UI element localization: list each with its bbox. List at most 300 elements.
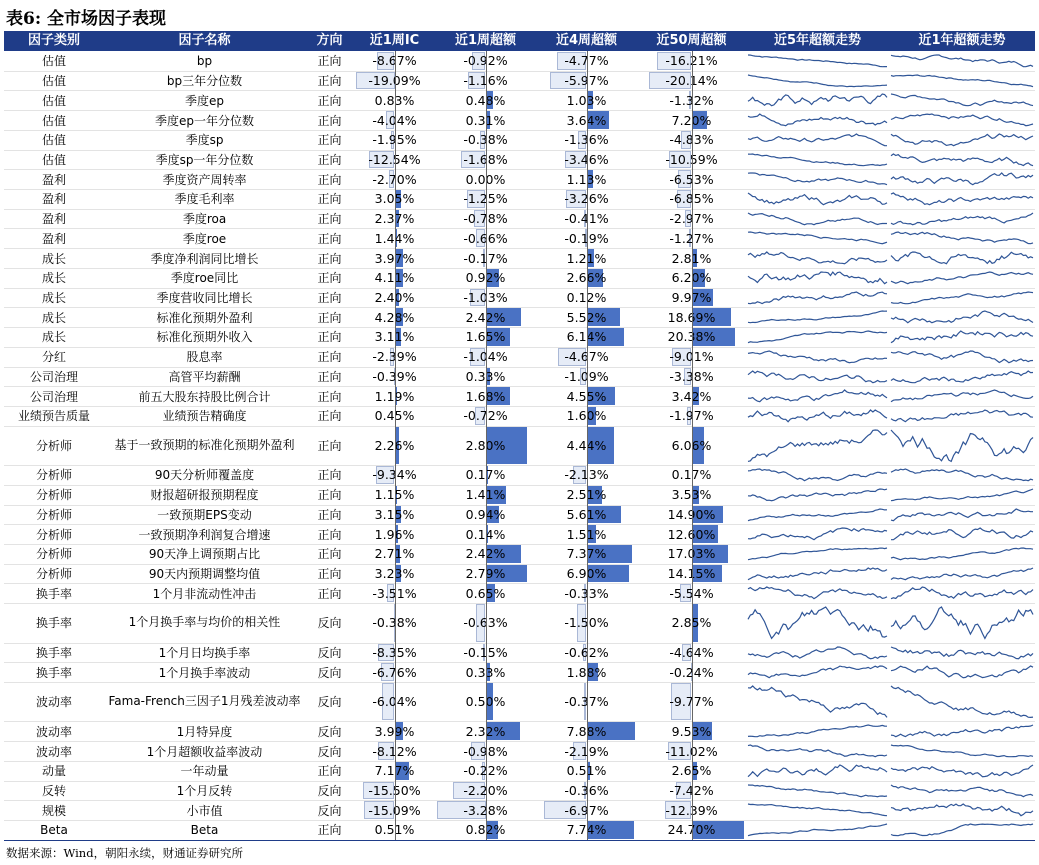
- bar-axis: [692, 51, 693, 71]
- value-w50: 2.81%: [671, 250, 712, 266]
- sparkline-path: [748, 154, 887, 166]
- factor-direction: 正向: [317, 488, 342, 503]
- bar-axis: [395, 367, 396, 387]
- factor-direction: 正向: [317, 567, 342, 582]
- bar-axis: [587, 564, 588, 584]
- factor-name: 季度sp: [185, 133, 224, 148]
- bar-axis: [692, 228, 693, 248]
- bar-axis: [692, 505, 693, 525]
- value-w50: 24.70%: [667, 822, 716, 838]
- sparkline-path: [891, 331, 1033, 343]
- sparkline-path: [748, 213, 887, 225]
- bar-axis: [395, 110, 396, 130]
- factor-category: 公司治理: [29, 389, 78, 404]
- value-w1: 0.82%: [465, 822, 506, 838]
- factor-name: 季度毛利率: [174, 192, 235, 207]
- sparkline-chart: [746, 742, 889, 760]
- bar-axis: [486, 465, 487, 485]
- bar-axis: [486, 406, 487, 426]
- bar-axis: [395, 169, 396, 189]
- bar-axis: [486, 426, 487, 465]
- bar-axis: [587, 386, 588, 406]
- sparkline-chart: [746, 407, 889, 425]
- sparkline-chart: [746, 584, 889, 602]
- sparkline-path: [891, 804, 1033, 816]
- sparkline-path: [891, 94, 1033, 106]
- value-ic: -15.50%: [368, 782, 421, 798]
- bar-axis: [692, 741, 693, 761]
- factor-name: 基于一致预期的标准化预期外盈利: [114, 437, 295, 452]
- value-ic: 1.96%: [374, 526, 415, 542]
- sparkline-path: [748, 55, 887, 67]
- bar-axis: [692, 327, 693, 347]
- header-factor-name: 因子名称: [104, 31, 305, 51]
- bar-axis: [587, 71, 588, 91]
- factor-direction: 正向: [317, 764, 342, 779]
- sparkline-chart: [889, 722, 1035, 740]
- factor-direction: 正向: [317, 192, 342, 207]
- value-w4: -0.37%: [564, 694, 609, 710]
- header-direction: 方向: [305, 31, 354, 51]
- bar-axis: [486, 662, 487, 682]
- bar-axis: [486, 51, 487, 71]
- value-ic: -8.12%: [372, 743, 417, 759]
- sparkline-chart: [746, 821, 889, 839]
- value-w4: -1.09%: [564, 368, 609, 384]
- factor-direction: 正向: [317, 586, 342, 601]
- sparkline-path: [891, 725, 1033, 737]
- value-ic: -9.34%: [372, 467, 417, 483]
- bar-axis: [587, 248, 588, 268]
- factor-direction: 正向: [317, 251, 342, 266]
- bar-axis: [486, 524, 487, 544]
- value-w4: -4.67%: [564, 349, 609, 365]
- header-excess-50w: 近50周超额: [637, 31, 746, 51]
- bar-axis: [587, 505, 588, 525]
- sparkline-chart: [746, 170, 889, 188]
- factor-name: 90天分析师覆盖度: [154, 468, 255, 483]
- table-title: 表6: 全市场因子表现: [6, 9, 167, 29]
- sparkline-path: [891, 252, 1033, 264]
- value-w1: 0.92%: [465, 270, 506, 286]
- value-w50: 14.15%: [667, 566, 716, 582]
- value-w50: -0.24%: [669, 664, 714, 680]
- bar-axis: [587, 800, 588, 820]
- sparkline-path: [748, 134, 887, 146]
- sparkline-path: [891, 410, 1033, 422]
- sparkline-chart: [889, 229, 1035, 247]
- sparkline-path: [748, 410, 887, 422]
- sparkline-path: [891, 292, 1033, 304]
- value-w50: 0.17%: [671, 467, 712, 483]
- bar-axis: [395, 130, 396, 150]
- value-ic: -4.04%: [372, 112, 417, 128]
- sparkline-chart: [889, 368, 1035, 386]
- value-w1: -0.78%: [463, 211, 508, 227]
- factor-category: 分析师: [35, 547, 72, 562]
- value-w1: 2.32%: [465, 723, 506, 739]
- bar-axis: [692, 189, 693, 209]
- value-w1: -0.98%: [463, 743, 508, 759]
- sparkline-chart: [746, 427, 889, 464]
- value-w4: 6.14%: [566, 329, 607, 345]
- bar-axis: [486, 781, 487, 801]
- sparkline-chart: [746, 801, 889, 819]
- factor-category: 盈利: [41, 192, 66, 207]
- sparkline-chart: [889, 210, 1035, 228]
- sparkline-chart: [746, 683, 889, 720]
- bar-axis: [395, 820, 396, 840]
- factor-direction: 正向: [317, 527, 342, 542]
- value-ic: 3.11%: [374, 329, 415, 345]
- value-ic: 4.11%: [374, 270, 415, 286]
- sparkline-path: [748, 272, 887, 284]
- value-w1: 1.65%: [465, 329, 506, 345]
- value-w1: 0.17%: [465, 467, 506, 483]
- value-w1: 0.50%: [465, 694, 506, 710]
- factor-name: bp: [196, 53, 213, 68]
- value-w50: -4.83%: [669, 132, 714, 148]
- sparkline-path: [891, 232, 1033, 244]
- value-w50: -4.64%: [669, 644, 714, 660]
- sparkline-chart: [889, 604, 1035, 641]
- value-w50: 14.90%: [667, 506, 716, 522]
- value-ic: 3.97%: [374, 250, 415, 266]
- bar-axis: [395, 248, 396, 268]
- factor-category: 波动率: [35, 724, 72, 739]
- factor-category: 估值: [41, 74, 66, 89]
- bar-axis: [395, 71, 396, 91]
- header-ic-1w: 近1周IC: [354, 31, 435, 51]
- factor-category: 成长: [41, 290, 66, 305]
- factor-category: 估值: [41, 152, 66, 167]
- bar-axis: [486, 288, 487, 308]
- value-w1: -1.04%: [463, 349, 508, 365]
- factor-direction: 正向: [317, 290, 342, 305]
- sparkline-path: [891, 430, 1033, 461]
- sparkline-chart: [889, 52, 1035, 70]
- value-ic: 7.17%: [374, 763, 415, 779]
- bar-axis: [587, 662, 588, 682]
- value-w1: -3.28%: [463, 802, 508, 818]
- value-w50: 9.97%: [671, 289, 712, 305]
- value-w1: -1.16%: [463, 73, 508, 89]
- factor-name: 季度ep: [184, 93, 224, 108]
- value-w1: 0.00%: [465, 171, 506, 187]
- sparkline-path: [891, 173, 1033, 185]
- bar-axis: [587, 544, 588, 564]
- bar-axis: [395, 662, 396, 682]
- bar-axis: [692, 781, 693, 801]
- sparkline-path: [891, 390, 1033, 402]
- factor-category: 波动率: [35, 744, 72, 759]
- bar-axis: [587, 169, 588, 189]
- value-w50: 20.38%: [667, 329, 716, 345]
- sparkline-chart: [889, 525, 1035, 543]
- bar-axis: [486, 820, 487, 840]
- value-ic: 2.26%: [374, 437, 415, 453]
- bar-axis: [587, 90, 588, 110]
- bar-axis: [587, 367, 588, 387]
- sparkline-path: [891, 568, 1033, 580]
- factor-name: 季度营收同比增长: [156, 290, 253, 305]
- factor-name: 1个月换手率与均价的相关性: [128, 615, 281, 630]
- bar-axis: [486, 189, 487, 209]
- bar-axis: [692, 150, 693, 170]
- bar-axis: [692, 820, 693, 840]
- factor-direction: 正向: [317, 823, 342, 838]
- sparkline-path: [748, 331, 887, 343]
- sparkline-chart: [746, 782, 889, 800]
- bar-axis: [486, 110, 487, 130]
- factor-name: 1个月超额收益率波动: [146, 744, 263, 759]
- value-w50: 2.85%: [671, 615, 712, 631]
- factor-direction: 正向: [317, 409, 342, 424]
- sparkline-path: [748, 765, 887, 777]
- value-ic: 1.44%: [374, 230, 415, 246]
- factor-direction: 正向: [317, 369, 342, 384]
- bar-axis: [692, 248, 693, 268]
- sparkline-path: [748, 804, 887, 816]
- value-ic: -12.54%: [368, 151, 421, 167]
- value-ic: 3.15%: [374, 506, 415, 522]
- bar-axis: [395, 327, 396, 347]
- sparkline-chart: [746, 210, 889, 228]
- bar-axis: [587, 189, 588, 209]
- factor-direction: 正向: [317, 93, 342, 108]
- value-w1: 0.65%: [465, 585, 506, 601]
- bar-axis: [486, 209, 487, 229]
- bar-axis: [692, 524, 693, 544]
- sparkline-chart: [889, 742, 1035, 760]
- bar-axis: [395, 150, 396, 170]
- factor-name: 季度sp一年分位数: [155, 152, 254, 167]
- sparkline-path: [891, 134, 1033, 146]
- bar-axis: [692, 90, 693, 110]
- value-w50: -7.42%: [669, 782, 714, 798]
- factor-name: 1个月日均换手率: [158, 645, 251, 660]
- factor-direction: 反向: [317, 803, 342, 818]
- value-w4: 5.52%: [566, 309, 607, 325]
- bar-axis: [395, 800, 396, 820]
- value-w50: -3.38%: [669, 368, 714, 384]
- factor-direction: 正向: [317, 172, 342, 187]
- factor-direction: 正向: [317, 152, 342, 167]
- value-w4: 4.55%: [566, 388, 607, 404]
- value-w50: -6.53%: [669, 171, 714, 187]
- bar-axis: [692, 465, 693, 485]
- sparkline-chart: [889, 683, 1035, 720]
- bar-axis: [395, 189, 396, 209]
- factor-name: Beta: [190, 822, 219, 837]
- bar-axis: [395, 741, 396, 761]
- sparkline-path: [891, 745, 1033, 757]
- factor-direction: 正向: [317, 350, 342, 365]
- sparkline-path: [748, 371, 887, 383]
- sparkline-chart: [746, 190, 889, 208]
- factor-category: 分析师: [35, 527, 72, 542]
- factor-category: 估值: [41, 93, 66, 108]
- value-w50: -1.97%: [669, 408, 714, 424]
- sparkline-chart: [889, 801, 1035, 819]
- factor-name: 季度roa: [182, 212, 227, 227]
- bar-axis: [692, 682, 693, 721]
- value-w50: -6.85%: [669, 191, 714, 207]
- value-w50: -16.21%: [665, 53, 718, 69]
- value-w1: 0.48%: [465, 92, 506, 108]
- sparkline-path: [891, 647, 1033, 659]
- value-w1: -0.63%: [463, 615, 508, 631]
- bar-axis: [692, 583, 693, 603]
- sparkline-chart: [889, 584, 1035, 602]
- value-ic: -6.76%: [372, 664, 417, 680]
- sparkline-path: [891, 311, 1033, 323]
- value-ic: 0.83%: [374, 92, 415, 108]
- factor-category: 估值: [41, 54, 66, 69]
- factor-name: 一致预期EPS变动: [157, 507, 252, 522]
- factor-name: 小市值: [186, 803, 223, 818]
- sparkline-chart: [746, 486, 889, 504]
- sparkline-path: [748, 173, 887, 185]
- sparkline-chart: [889, 387, 1035, 405]
- factor-category: 动量: [41, 764, 66, 779]
- sparkline-path: [748, 568, 887, 580]
- sparkline-path: [891, 824, 1033, 836]
- bar-axis: [486, 150, 487, 170]
- sparkline-chart: [889, 190, 1035, 208]
- factor-direction: 正向: [317, 468, 342, 483]
- sparkline-chart: [889, 821, 1035, 839]
- bar-axis: [692, 406, 693, 426]
- bar-axis: [395, 564, 396, 584]
- bar-axis: [486, 583, 487, 603]
- factor-category: 波动率: [35, 695, 72, 710]
- sparkline-path: [891, 765, 1033, 777]
- value-w4: 1.21%: [566, 250, 607, 266]
- bar-axis: [587, 406, 588, 426]
- factor-name: 1月特异度: [176, 724, 233, 739]
- sparkline-chart: [746, 289, 889, 307]
- sparkline-chart: [889, 506, 1035, 524]
- factor-name: 90天内预期调整均值: [148, 567, 261, 582]
- value-ic: -0.39%: [372, 368, 417, 384]
- factor-name: Fama-French三因子1月残差波动率: [108, 694, 301, 709]
- value-w50: -11.02%: [665, 743, 718, 759]
- bar-axis: [486, 544, 487, 564]
- sparkline-chart: [889, 427, 1035, 464]
- factor-direction: 正向: [317, 113, 342, 128]
- sparkline-path: [748, 587, 887, 599]
- sparkline-path: [891, 607, 1033, 638]
- value-ic: -0.38%: [372, 615, 417, 631]
- value-ic: 4.28%: [374, 309, 415, 325]
- bar-axis: [395, 485, 396, 505]
- value-w4: 1.60%: [566, 408, 607, 424]
- sparkline-path: [748, 647, 887, 659]
- value-ic: -2.39%: [372, 349, 417, 365]
- bar-axis: [587, 524, 588, 544]
- value-w1: -1.68%: [463, 151, 508, 167]
- bar-axis: [486, 505, 487, 525]
- value-w4: -1.50%: [564, 615, 609, 631]
- factor-category: 成长: [41, 251, 66, 266]
- value-w1: -0.22%: [463, 763, 508, 779]
- bar-axis: [486, 643, 487, 663]
- value-ic: 1.19%: [374, 388, 415, 404]
- value-ic: -3.51%: [372, 585, 417, 601]
- factor-category: 换手率: [35, 616, 72, 631]
- value-w4: -0.33%: [564, 585, 609, 601]
- sparkline-chart: [889, 72, 1035, 90]
- factor-category: 规模: [41, 803, 66, 818]
- bar-axis: [692, 800, 693, 820]
- factor-direction: 正向: [317, 547, 342, 562]
- sparkline-chart: [746, 269, 889, 287]
- factor-name: 高管平均薪酬: [168, 369, 241, 384]
- factor-direction: 正向: [317, 330, 342, 345]
- value-w50: 6.06%: [671, 437, 712, 453]
- sparkline-chart: [889, 111, 1035, 129]
- sparkline-chart: [889, 663, 1035, 681]
- factor-direction: 正向: [317, 438, 342, 453]
- value-w50: -1.27%: [669, 230, 714, 246]
- sparkline-path: [891, 55, 1033, 67]
- value-w4: -3.46%: [564, 151, 609, 167]
- factor-category: 分析师: [35, 438, 72, 453]
- value-w50: -9.01%: [669, 349, 714, 365]
- bar-axis: [587, 643, 588, 663]
- bar-axis: [486, 485, 487, 505]
- sparkline-chart: [746, 308, 889, 326]
- sparkline-chart: [889, 348, 1035, 366]
- sparkline-chart: [746, 72, 889, 90]
- bar-axis: [587, 150, 588, 170]
- bar-axis: [395, 51, 396, 71]
- value-w50: -20.14%: [665, 73, 718, 89]
- bar-axis: [692, 643, 693, 663]
- bar-axis: [587, 682, 588, 721]
- sparkline-chart: [746, 131, 889, 149]
- factor-category: 反转: [41, 783, 66, 798]
- factor-name: 业绩预告精确度: [162, 409, 247, 424]
- bar-axis: [486, 347, 487, 367]
- bar-axis: [486, 169, 487, 189]
- sparkline-path: [891, 686, 1033, 717]
- bar-axis: [692, 761, 693, 781]
- sparkline-path: [748, 824, 887, 836]
- sparkline-path: [891, 114, 1033, 126]
- bar-axis: [587, 781, 588, 801]
- sparkline-chart: [746, 545, 889, 563]
- value-w1: 0.33%: [465, 664, 506, 680]
- factor-category: 分析师: [35, 567, 72, 582]
- bar-axis: [692, 485, 693, 505]
- bar-axis: [395, 781, 396, 801]
- sparkline-chart: [746, 328, 889, 346]
- value-ic: 2.37%: [374, 211, 415, 227]
- value-w4: -4.77%: [564, 53, 609, 69]
- value-w4: -2.13%: [564, 467, 609, 483]
- sparkline-path: [748, 75, 887, 87]
- value-w1: -1.25%: [463, 191, 508, 207]
- sparkline-path: [748, 430, 887, 461]
- header-trend-5y: 近5年超额走势: [746, 31, 889, 51]
- value-w1: 2.42%: [465, 546, 506, 562]
- bar-axis: [587, 51, 588, 71]
- bar-axis: [692, 426, 693, 465]
- factor-direction: 正向: [317, 310, 342, 325]
- sparkline-path: [748, 469, 887, 481]
